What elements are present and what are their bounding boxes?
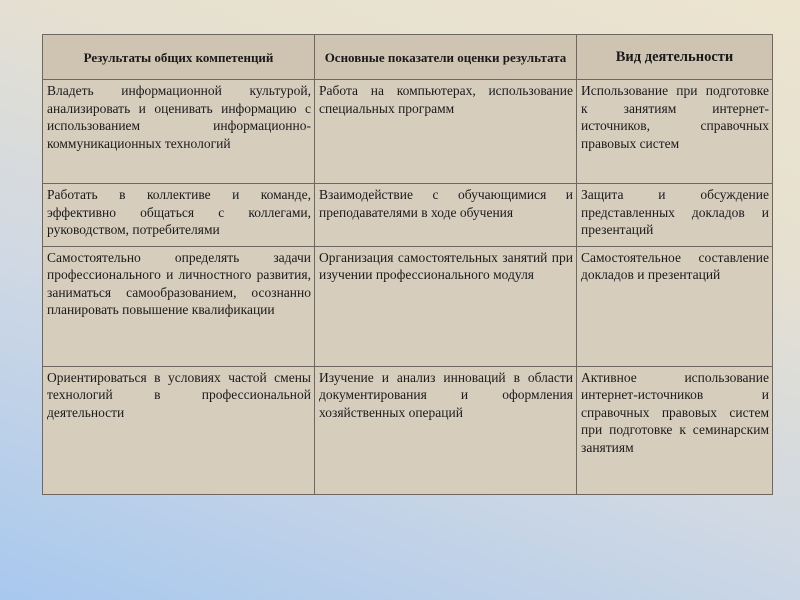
- cell-activity: Активное использование интернет-источников и справочных правовых систем при подготовке к семинарским занятиям: [577, 366, 773, 494]
- cell-indicator: Работа на компьютерах, использование специальных программ: [315, 80, 577, 184]
- header-assessment-indicators: Основные показатели оценки результата: [315, 35, 577, 80]
- cell-competency: Работать в коллективе и команде, эффективно общаться с коллегами, руководством, потребителями: [43, 184, 315, 247]
- cell-competency: Самостоятельно определять задачи профессионального и личностного развития, заниматься самообразованием, осознанно планировать повышение квалификации: [43, 246, 315, 366]
- header-competency-results: Результаты общих компетенций: [43, 35, 315, 80]
- table-row: [43, 184, 773, 247]
- cell-competency: Владеть информационной культурой, анализировать и оценивать информацию с использованием информационно-коммуникационных технологий: [43, 80, 315, 184]
- table-row: [43, 366, 773, 494]
- competency-table: [42, 34, 773, 495]
- cell-indicator: Изучение и анализ инноваций в области документирования и оформления хозяйственных операций: [315, 366, 577, 494]
- competency-table-container: [42, 34, 772, 495]
- cell-activity: Самостоятельное составление докладов и презентаций: [577, 246, 773, 366]
- table-header-row: [43, 35, 773, 80]
- cell-indicator: Организация самостоятельных занятий при изучении профессионального модуля: [315, 246, 577, 366]
- cell-indicator: Взаимодействие с обучающимися и преподавателями в ходе обучения: [315, 184, 577, 247]
- cell-competency: Ориентироваться в условиях частой смены технологий в профессиональной деятельности: [43, 366, 315, 494]
- table-row: [43, 80, 773, 184]
- header-activity-type: Вид деятельности: [577, 35, 773, 80]
- table-row: [43, 246, 773, 366]
- cell-activity: Защита и обсуждение представленных докладов и презентаций: [577, 184, 773, 247]
- cell-activity: Использование при подготовке к занятиям интернет-источников, справочных правовых систем: [577, 80, 773, 184]
